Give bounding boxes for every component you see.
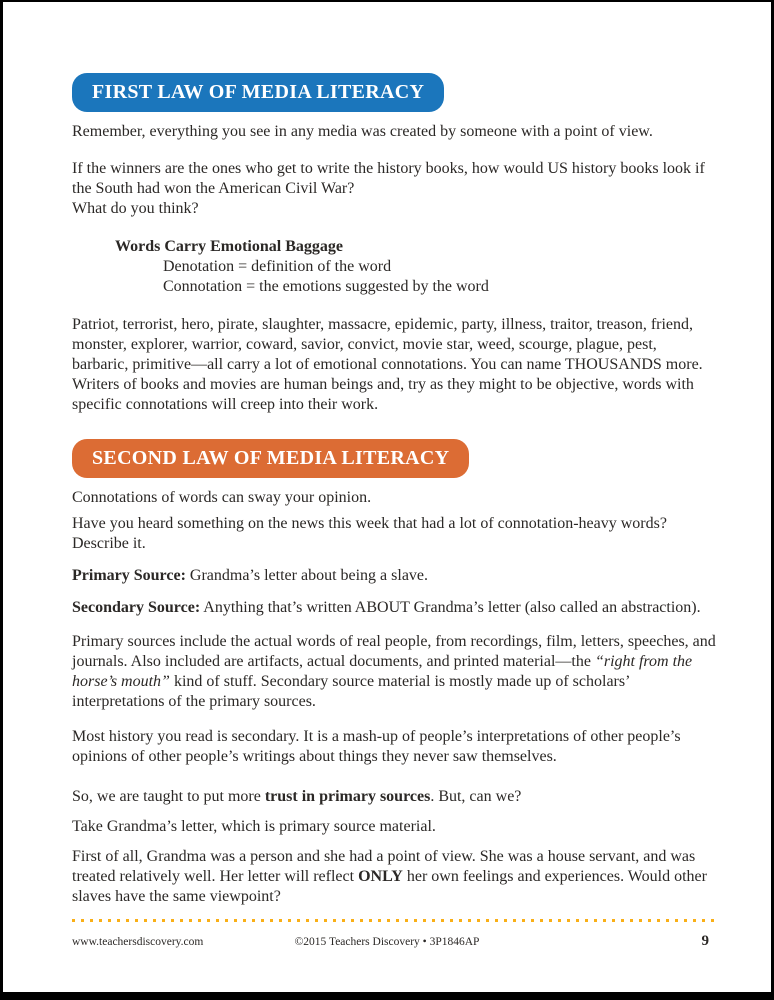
secondary-source-line: [72, 598, 716, 618]
page-background: [3, 2, 771, 992]
primary-source-label: Primary Source:: [72, 567, 186, 584]
trust-bold: trust in primary sources: [264, 788, 431, 805]
primary-sources-tail: kind of stuff. Secondary source material is mostly made up of scholars’ interpretations of the primary sources.: [72, 673, 630, 710]
footer: [3, 933, 771, 949]
callout-heading: Words Carry Emotional Baggage: [115, 238, 343, 255]
paragraph-connotations-sway: Connotations of words can sway your opinion.: [72, 489, 372, 506]
secondary-source-label: Secondary Source:: [72, 599, 201, 616]
footer-website: www.teachersdiscovery.com: [72, 936, 204, 948]
second-law-banner: SECOND LAW OF MEDIA LITERACY: [72, 439, 469, 478]
paragraph-remember: Remember, everything you see in any media was created by someone with a point of view.: [72, 123, 653, 140]
primary-source-line: [72, 566, 716, 586]
first-of-all-tail: her own feelings and experiences. Would other slaves have the same viewpoint?: [72, 868, 707, 905]
denotation-definition: Denotation = definition of the word: [163, 258, 392, 275]
paragraph-first-of-all: [72, 847, 716, 907]
paragraph-primary-sources: [72, 632, 716, 712]
primary-sources-lead: Primary sources include the actual words of real people, from recordings, film, letters, speeches, and journals. Also included are artifacts, actual documents, and printed material—the: [72, 633, 716, 670]
first-of-all-lead: First of all, Grandma was a person and she had a point of view. She was a house servant, and was treated relatively well. Her letter will reflect: [72, 848, 696, 885]
paragraph-winners: If the winners are the ones who get to write the history books, how would US history books look if the South had won the American Civil War?: [72, 160, 705, 197]
paragraph-take-letter: Take Grandma’s letter, which is primary source material.: [72, 818, 436, 835]
horses-mouth-italic: “right from the horse’s mouth”: [72, 653, 693, 690]
footer-copyright: ©2015 Teachers Discovery • 3P1846AP: [294, 936, 480, 948]
trust-tail: . But, can we?: [430, 788, 522, 805]
first-law-banner: FIRST LAW OF MEDIA LITERACY: [72, 73, 444, 112]
connotation-definition: Connotation = the emotions suggested by the word: [163, 278, 489, 295]
primary-source-text: Grandma’s letter about being a slave.: [185, 567, 429, 584]
paragraph-winners-block: [72, 159, 716, 219]
only-bold: ONLY: [358, 868, 403, 885]
paragraph-word-list: Patriot, terrorist, hero, pirate, slaughter, massacre, epidemic, party, illness, traitor, treason, friend, monster, explorer, warrior, coward, savior, convict, movie star, weed, scourge, plague, pest, barbaric, primitive—all carry a lot of emotional connotations. You can name THOUSANDS more. Writers of books and movies are human beings and, try as they might to be objective, words with specific connotations will creep into their work.: [72, 316, 703, 413]
paragraph-what-do-you-think: What do you think?: [72, 200, 199, 217]
first-law-banner-wrap: [72, 73, 444, 112]
dotted-divider: [72, 919, 716, 922]
paragraph-trust: [72, 787, 716, 807]
paragraph-mashup: Most history you read is secondary. It is a mash-up of people’s interpretations of other people’s opinions of other people’s writings about things they never saw themselves.: [72, 728, 681, 765]
second-law-banner-wrap: [72, 439, 469, 478]
emotional-baggage-callout: [115, 237, 489, 297]
paragraph-news-question: Have you heard something on the news this week that had a lot of connotation-heavy words? Describe it.: [72, 515, 667, 552]
page-number: 9: [701, 933, 709, 949]
trust-lead: So, we are taught to put more: [72, 788, 265, 805]
secondary-source-text: Anything that’s written ABOUT Grandma’s letter (also called an abstraction).: [200, 599, 701, 616]
